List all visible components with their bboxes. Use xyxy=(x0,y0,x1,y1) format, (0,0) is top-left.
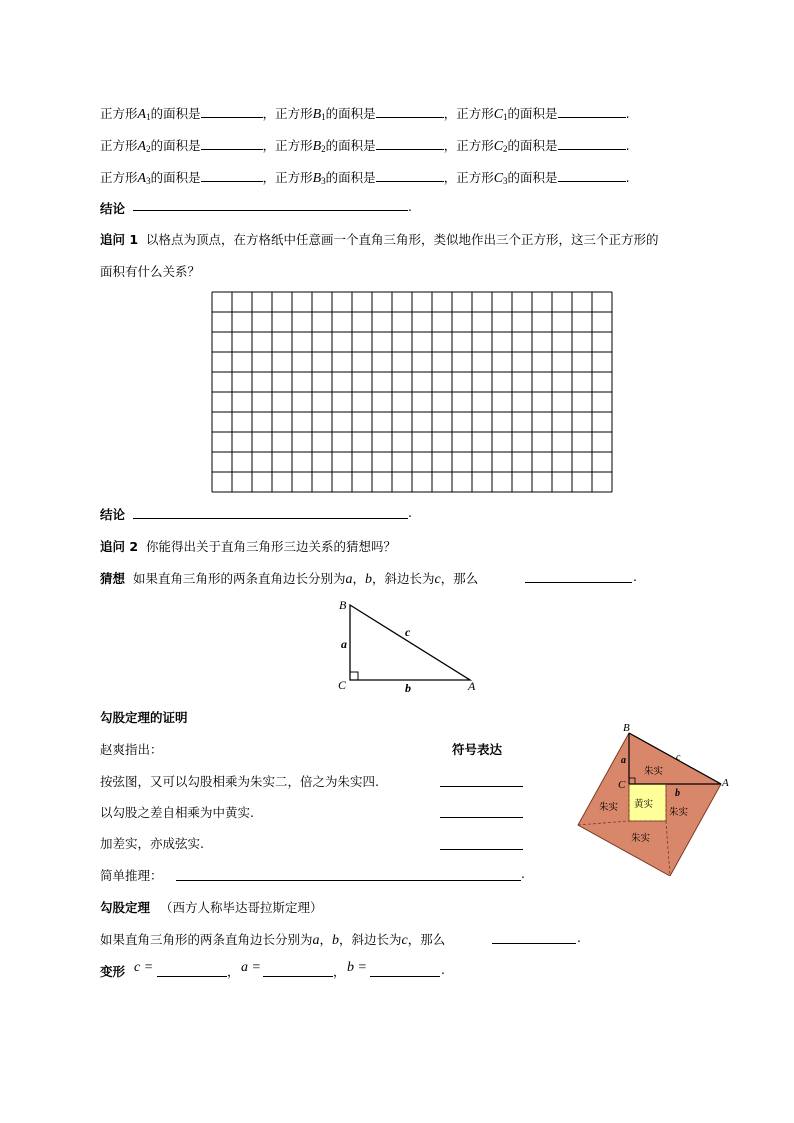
reasoning-label: 简单推理： xyxy=(100,868,163,883)
proof-title: 勾股定理的证明 xyxy=(100,710,188,725)
transform-sep-2: ， xyxy=(333,964,346,979)
xt-vertex-C: C xyxy=(618,779,626,791)
theorem-text-a: 如果直角三角形的两条直角边长分别为 xyxy=(100,932,313,947)
conclusion-2-blank[interactable] xyxy=(133,518,408,519)
subscript: 2 xyxy=(321,144,326,154)
subscript: 1 xyxy=(503,112,508,122)
area-blank-a[interactable] xyxy=(201,169,263,182)
question-2-text: 你能得出关于直角三角形三边关系的猜想吗？ xyxy=(146,539,397,554)
square-word: 正方形 xyxy=(100,138,138,153)
square-word: ，正方形 xyxy=(262,138,313,153)
area-row xyxy=(100,168,630,187)
zhu-label-4: 朱实 xyxy=(631,833,651,844)
area-blank-b[interactable] xyxy=(376,137,444,150)
theorem-heading xyxy=(100,898,323,916)
area-is-text: 的面积是 xyxy=(325,170,376,185)
question-1 xyxy=(100,230,659,248)
vertex-A: A xyxy=(468,679,476,693)
guess-blank[interactable] xyxy=(525,582,632,583)
square-letter-c: C xyxy=(493,139,504,154)
transform-b-blank[interactable] xyxy=(370,976,440,977)
square-letter-b: B xyxy=(312,107,322,122)
area-is-text: 的面积是 xyxy=(325,138,376,153)
huang-label: 黄实 xyxy=(634,799,654,810)
subscript: 3 xyxy=(321,176,326,186)
transform-sep-1: ， xyxy=(227,964,240,979)
subscript: 2 xyxy=(503,144,508,154)
var-a: a xyxy=(345,572,353,587)
xt-vertex-B: B xyxy=(623,722,630,734)
area-is-text: 的面积是 xyxy=(150,106,201,121)
period: . xyxy=(625,106,630,121)
area-is-text: 的面积是 xyxy=(507,170,558,185)
square-word: ，正方形 xyxy=(443,170,494,185)
square-word: ，正方形 xyxy=(443,138,494,153)
theorem-end: . xyxy=(577,930,581,945)
transform-c: c = xyxy=(134,960,154,975)
subscript: 2 xyxy=(146,144,151,154)
square-grid xyxy=(210,290,616,496)
symbol-label: 符号表达 xyxy=(452,742,503,757)
area-blank-c[interactable] xyxy=(558,105,626,118)
side-b: b xyxy=(405,681,411,695)
side-a: a xyxy=(341,637,347,651)
square-word: ，正方形 xyxy=(443,106,494,121)
conclusion-1-end: . xyxy=(408,199,412,214)
theorem-label: 勾股定理 xyxy=(100,900,151,915)
right-triangle-figure xyxy=(330,595,490,695)
guess-line xyxy=(100,569,478,588)
xt-side-a: a xyxy=(621,755,626,766)
area-is-text: 的面积是 xyxy=(150,138,201,153)
square-letter-a: A xyxy=(137,107,147,122)
symbol-blank-2[interactable] xyxy=(440,817,523,818)
xt-side-c: c xyxy=(676,752,681,763)
area-row xyxy=(100,104,630,123)
xian-tu-diagram xyxy=(570,718,735,876)
xt-side-b: b xyxy=(675,788,680,799)
square-word: ，正方形 xyxy=(262,106,313,121)
area-is-text: 的面积是 xyxy=(507,138,558,153)
zhao-line-3: 加差实，亦成弦实. xyxy=(100,836,204,851)
square-letter-b: B xyxy=(312,171,322,186)
var-c: c xyxy=(434,572,441,587)
transform-a: a = xyxy=(241,960,261,975)
reasoning-end: . xyxy=(521,866,525,881)
var-c: c xyxy=(401,933,408,948)
reasoning-blank[interactable] xyxy=(176,880,521,881)
square-letter-c: C xyxy=(493,107,504,122)
area-row xyxy=(100,136,630,155)
square-letter-a: A xyxy=(137,139,147,154)
zhao-line-1: 按弦图，又可以勾股相乘为朱实二，倍之为朱实四. xyxy=(100,774,379,789)
subscript: 3 xyxy=(146,176,151,186)
var-a: a xyxy=(312,933,320,948)
area-is-text: 的面积是 xyxy=(325,106,376,121)
vertex-C: C xyxy=(338,678,347,692)
comma: ， xyxy=(352,571,366,586)
zhu-label-2: 朱实 xyxy=(599,802,619,813)
guess-label: 猜想 xyxy=(100,571,126,586)
side-c: c xyxy=(405,625,411,639)
question-2 xyxy=(100,537,396,555)
zhao-line-2: 以勾股之差自相乘为中黄实. xyxy=(100,805,254,820)
conclusion-label-2: 结论 xyxy=(100,507,126,522)
transform-a-blank[interactable] xyxy=(263,976,333,977)
area-blank-a[interactable] xyxy=(201,105,263,118)
conclusion-label: 结论 xyxy=(100,201,126,216)
xt-vertex-A: A xyxy=(722,777,729,789)
theorem-blank[interactable] xyxy=(492,943,576,944)
square-word: 正方形 xyxy=(100,106,138,121)
comma: ， xyxy=(319,932,333,947)
period: . xyxy=(625,170,630,185)
area-blank-a[interactable] xyxy=(201,137,263,150)
guess-end: . xyxy=(633,569,637,584)
symbol-blank-1[interactable] xyxy=(440,786,523,787)
question-2-label: 追问 2 xyxy=(100,539,139,554)
area-is-text: 的面积是 xyxy=(150,170,201,185)
subscript: 3 xyxy=(503,176,508,186)
guess-text-a: 如果直角三角形的两条直角边长分别为 xyxy=(133,571,346,586)
square-word: 正方形 xyxy=(100,170,138,185)
question-1-label: 追问 1 xyxy=(100,232,139,247)
conclusion-1-blank[interactable] xyxy=(133,210,408,211)
transform-label: 变形 xyxy=(100,964,126,979)
square-letter-c: C xyxy=(493,171,504,186)
transform-b: b = xyxy=(347,960,367,975)
area-blank-b[interactable] xyxy=(376,169,444,182)
symbol-blank-3[interactable] xyxy=(440,849,523,850)
zhu-label-1: 朱实 xyxy=(644,766,664,777)
vertex-B: B xyxy=(339,598,347,612)
area-blank-c[interactable] xyxy=(558,137,626,150)
question-1-line1: 以格点为顶点，在方格纸中任意画一个直角三角形，类似地作出三个正方形，这三个正方形的 xyxy=(146,232,659,247)
subscript: 1 xyxy=(146,112,151,122)
theorem-line xyxy=(100,930,445,949)
area-is-text: 的面积是 xyxy=(507,106,558,121)
conclusion-2 xyxy=(100,505,125,523)
area-blank-b[interactable] xyxy=(376,105,444,118)
area-blank-c[interactable] xyxy=(558,169,626,182)
zhu-label-3: 朱实 xyxy=(669,807,689,818)
question-1-line2: 面积有什么关系？ xyxy=(100,264,201,279)
theorem-text-b: ，斜边长为 xyxy=(339,932,402,947)
conclusion-2-end: . xyxy=(408,505,412,520)
period: . xyxy=(625,138,630,153)
var-b: b xyxy=(332,933,340,948)
transform-line xyxy=(100,962,125,980)
transform-end: . xyxy=(441,962,445,977)
theorem-text-c: ，那么 xyxy=(407,932,446,947)
subscript: 1 xyxy=(321,112,326,122)
transform-c-blank[interactable] xyxy=(157,976,227,977)
square-word: ，正方形 xyxy=(262,170,313,185)
guess-text-b: ，斜边长为 xyxy=(372,571,435,586)
theorem-note: （西方人称毕达哥拉斯定理） xyxy=(160,900,323,915)
guess-text-c: ，那么 xyxy=(440,571,479,586)
square-letter-a: A xyxy=(137,171,147,186)
square-letter-b: B xyxy=(312,139,322,154)
var-b: b xyxy=(365,572,373,587)
zhao-label: 赵爽指出： xyxy=(100,742,163,757)
conclusion-1 xyxy=(100,199,125,217)
